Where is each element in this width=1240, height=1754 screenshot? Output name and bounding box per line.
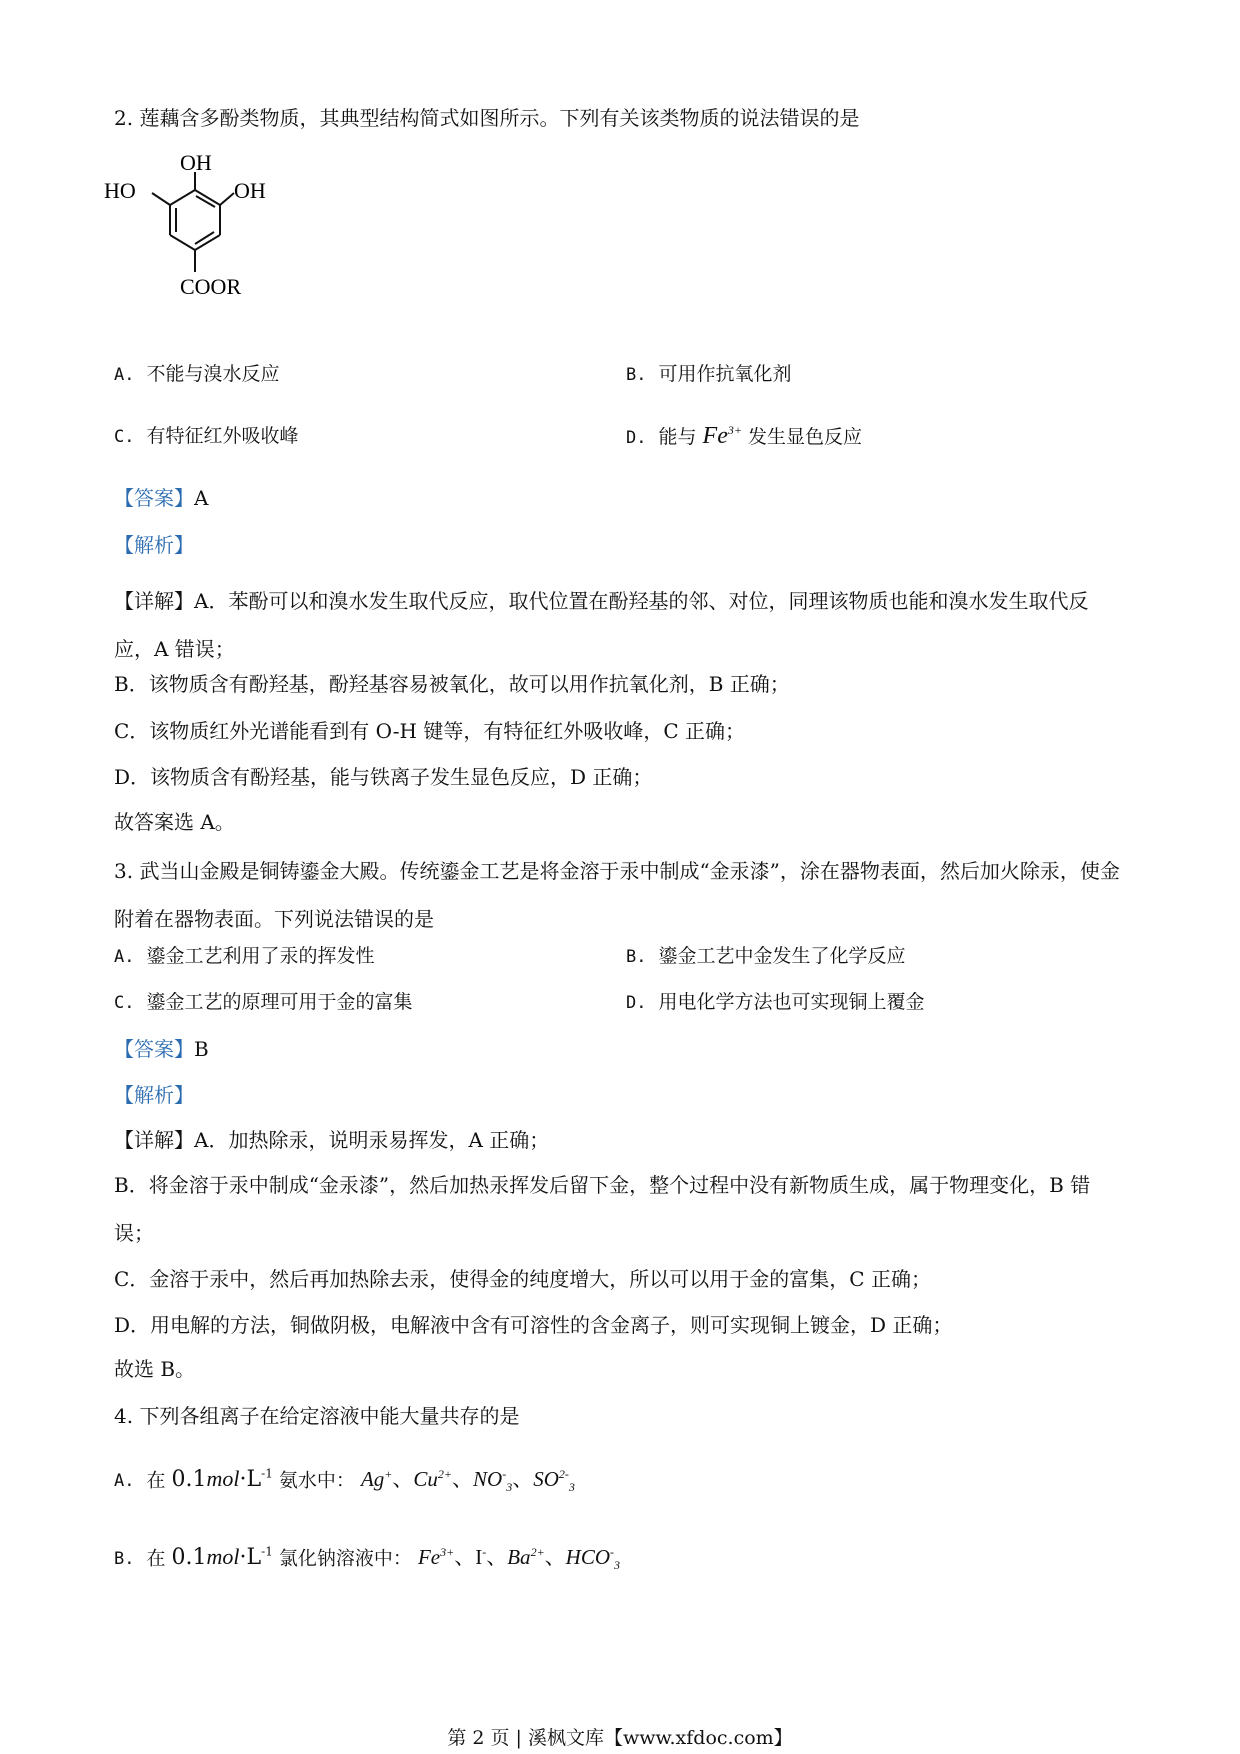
q2-option-a[interactable]: A. 不能与溴水反应 <box>114 363 280 385</box>
q2-answer: 【答案】A <box>114 486 209 510</box>
concentration: $0.1mol\cdot L^{-1}$ <box>171 1544 273 1571</box>
q3-stem: 3. 武当山金殿是铜铸鎏金大殿。传统鎏金工艺是将金溶于汞中制成“金汞漆”，涂在器物表面，然后加火除汞，使金附着在器物表面。下列说法错误的是 <box>114 859 1120 931</box>
q4-stem: 4. 下列各组离子在给定溶液中能大量共存的是 <box>114 1404 520 1428</box>
q2-conclusion: 故答案选 A。 <box>114 810 235 834</box>
q3-option-d[interactable]: D. 用电化学方法也可实现铜上覆金 <box>626 991 925 1013</box>
q3-detail-a: 【详解】A．加热除汞，说明汞易挥发，A 正确； <box>114 1128 550 1152</box>
page-footer: 第 2 页 | 溪枫文库【www.xfdoc.com】 <box>447 1727 793 1749</box>
q3-option-a[interactable]: A. 鎏金工艺利用了汞的挥发性 <box>114 945 375 967</box>
q3-option-c[interactable]: C. 鎏金工艺的原理可用于金的富集 <box>114 991 413 1013</box>
q2-analysis-label: 【解析】 <box>114 533 194 557</box>
q2-detail-b: B．该物质含有酚羟基，酚羟基容易被氧化，故可以用作抗氧化剂，B 正确； <box>114 672 790 696</box>
concentration: $0.1mol\cdot L^{-1}$ <box>171 1466 273 1493</box>
q3-detail-d: D．用电解的方法，铜做阴极，电解液中含有可溶性的含金离子，则可实现铜上镀金，D 正确； <box>114 1313 953 1337</box>
q4-option-b[interactable]: B. 在 $0.1mol\cdot L^{-1}$ 氯化钠溶液中： $Fe^{3+}$、I-、$Ba^{2+}$、$HCO^-_3$ <box>114 1544 621 1573</box>
q2-option-b[interactable]: B. 可用作抗氧化剂 <box>626 363 792 385</box>
q2-option-d[interactable]: D. 能与 $Fe^{3+}$ 发生显色反应 <box>626 423 863 449</box>
fe-ion: $Fe^{3+}$ <box>702 423 742 449</box>
polyphenol-structure-diagram <box>104 150 290 330</box>
q3-detail-c: C．金溶于汞中，然后再加热除去汞，使得金的纯度增大，所以可以用于金的富集，C 正确； <box>114 1267 931 1291</box>
q3-conclusion: 故选 B。 <box>114 1357 196 1381</box>
q3-analysis-label: 【解析】 <box>114 1083 194 1107</box>
q3-answer: 【答案】B <box>114 1037 209 1061</box>
ho-left-label: HO <box>104 178 136 203</box>
q2-option-c[interactable]: C. 有特征红外吸收峰 <box>114 425 299 447</box>
ion-list: $Fe^{3+}$、I-、$Ba^{2+}$、$HCO^-_3$ <box>417 1545 621 1573</box>
q2-detail-a: 【详解】A．苯酚可以和溴水发生取代反应，取代位置在酚羟基的邻、对位，同理该物质也能和溴水发生取代反应，A 错误； <box>114 589 1089 661</box>
ion-list: Ag+、$Cu^{2+}$、$NO^-_3$、$SO^{2-}_3$ <box>360 1467 575 1495</box>
q2-detail-d: D．该物质含有酚羟基，能与铁离子发生显色反应，D 正确； <box>114 765 653 789</box>
q3-option-b[interactable]: B. 鎏金工艺中金发生了化学反应 <box>626 945 906 967</box>
q2-stem: 2. 莲藕含多酚类物质，其典型结构简式如图所示。下列有关该类物质的说法错误的是 <box>114 106 860 130</box>
oh-right-label: OH <box>234 178 266 203</box>
coor-label: COOR <box>180 274 242 299</box>
q3-detail-b: B．将金溶于汞中制成“金汞漆”，然后加热汞挥发后留下金，整个过程中没有新物质生成，属于物理变化，B 错误； <box>114 1173 1091 1245</box>
q2-detail-c: C．该物质红外光谱能看到有 O-H 键等，有特征红外吸收峰，C 正确； <box>114 719 746 743</box>
q4-option-a[interactable]: A. 在 $0.1mol\cdot L^{-1}$ 氨水中： Ag+、$Cu^{2+}$、$NO^-_3$、$SO^{2-}_3$ <box>114 1466 575 1495</box>
oh-top-label: OH <box>180 150 212 175</box>
